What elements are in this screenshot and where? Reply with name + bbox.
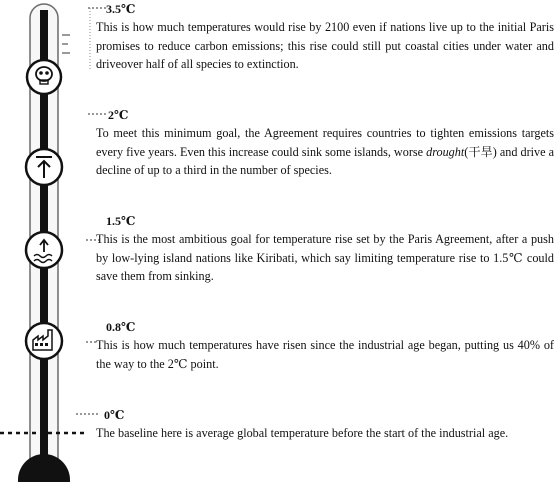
temp-label-0-8: 0.8℃ bbox=[106, 320, 136, 334]
factory-icon bbox=[26, 323, 62, 359]
thermometer-ticks bbox=[62, 35, 70, 53]
thermometer-graphic bbox=[0, 0, 85, 482]
description-3-5: This is how much temperatures would rise by 2100 even if nations live up to the initial Paris promises to reduce carbon emissions; this rise could still put coastal cities under water and driveover half of all species to extinction. bbox=[96, 20, 554, 71]
rising-water-icon bbox=[26, 232, 62, 268]
description-2 bbox=[96, 124, 554, 180]
description-0: The baseline here is average global temperature before the start of the industrial age. bbox=[96, 426, 509, 440]
temp-label-2: 2℃ bbox=[108, 108, 129, 122]
arrow-up-bar-icon bbox=[26, 149, 62, 185]
description-2-part-2: (干旱) and drive a decline of up to a third in the number of species. bbox=[96, 144, 554, 177]
description-0-8: This is how much temperatures have risen since the industrial age began, putting us 40% of the way to the 2℃ point. bbox=[96, 338, 554, 371]
temp-label-0: 0℃ bbox=[104, 408, 125, 422]
thermometer-bulb bbox=[18, 454, 70, 482]
description-1-5: This is the most ambitious goal for temperature rise set by the Paris Agreement, after a push by low-lying island nations like Kiribati, which say limiting temperature rise to 1.5℃ could save them from sinking. bbox=[96, 232, 554, 283]
description-2-part-1: To meet this minimum goal, the Agreement requires countries to tighten emissions targets every five years. Even this increase could sink some islands, worse bbox=[96, 126, 554, 159]
drought-emphasis: drought bbox=[426, 144, 465, 159]
temp-label-3-5: 3.5℃ bbox=[106, 2, 136, 16]
temp-label-1-5: 1.5℃ bbox=[106, 214, 136, 228]
skull-icon bbox=[27, 60, 61, 94]
leader-0 bbox=[76, 404, 100, 424]
